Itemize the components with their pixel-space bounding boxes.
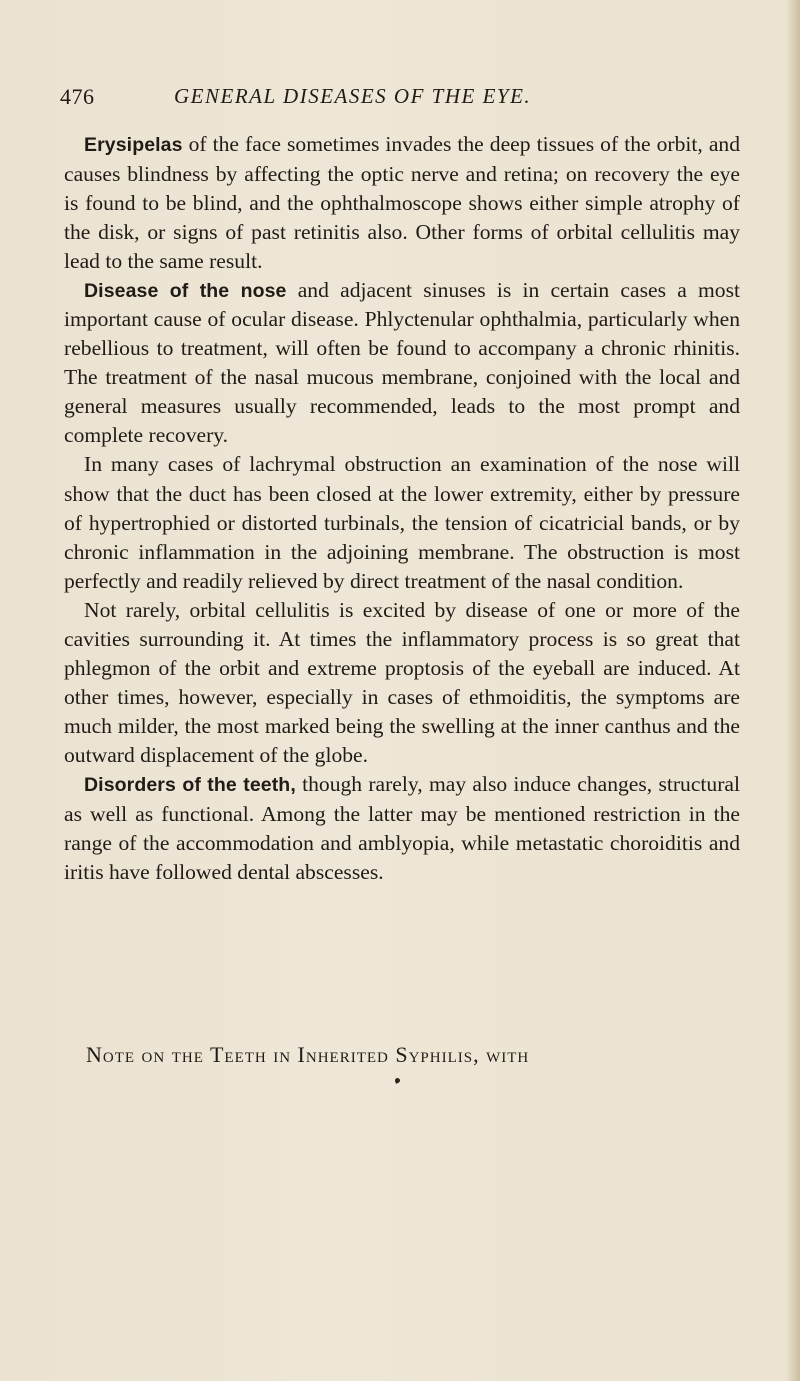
paragraph-text: In many cases of lachrymal obstruction an examination of the nose will show that the duct has been closed at the lower extremity, either by pressure of hypertrophied or distorted turbinals, the tension of cicatricial bands, or by chronic inflammation in the adjoining membrane. The obstruction is most perfectly and readily relieved by direct treatment of the nasal condition. <box>64 451 740 593</box>
paragraph-lachrymal-obstruction <box>64 450 740 596</box>
paragraph-erysipelas <box>64 130 740 276</box>
paragraph-nose-disease <box>64 276 740 450</box>
ink-speck <box>394 1077 400 1083</box>
paragraph-text: Not rarely, orbital cellulitis is excited by disease of one or more of the cavities surrounding it. At times the inflammatory process is so great that phlegmon of the orbit and extreme proptosis of the eyeball are induced. At other times, however, especially in cases of ethmoiditis, the symptoms are much milder, the most marked being the swelling at the inner canthus and the outward displacement of the globe. <box>64 597 740 768</box>
body-text <box>64 130 740 887</box>
running-head <box>60 84 740 124</box>
page-number: 476 <box>60 84 95 109</box>
page-edge-shadow <box>786 0 800 1381</box>
paragraph-text: of the face sometimes invades the deep tissues of the orbit, and causes blindness by affecting the optic nerve and retina; on recovery the eye is found to be blind, and the ophthalmoscope shows either simple atrophy of the disk, or signs of past retinitis also. Other forms of orbital cellulitis may lead to the same result. <box>64 132 740 273</box>
section-heading: Note on the Teeth in Inherited Syphilis, with <box>86 1042 530 1067</box>
paragraph-text: and adjacent sinuses is in certain cases a most important cause of ocular disease. Phlyctenular ophthalmia, particularly when rebellious to treatment, will often be found to accompany a chronic rhinitis. The treatment of the nasal mucous membrane, conjoined with the local and general measures usually recommended, leads to the most prompt and complete recovery. <box>64 277 740 448</box>
running-title: GENERAL DISEASES OF THE EYE. <box>174 84 532 108</box>
paragraph-orbital-cellulitis <box>64 596 740 770</box>
paragraph-lead: Disease of the nose <box>84 279 287 302</box>
paragraph-lead: Disorders of the teeth, <box>84 773 296 796</box>
paragraph-lead: Erysipelas <box>84 134 183 156</box>
paragraph-text: though rarely, may also induce changes, structural as well as functional. Among the latter may be mentioned restriction in the range of the accommodation and amblyopia, while metastatic choroiditis and iritis have followed dental abscesses. <box>64 771 740 884</box>
paragraph-teeth-disorders <box>64 770 740 887</box>
